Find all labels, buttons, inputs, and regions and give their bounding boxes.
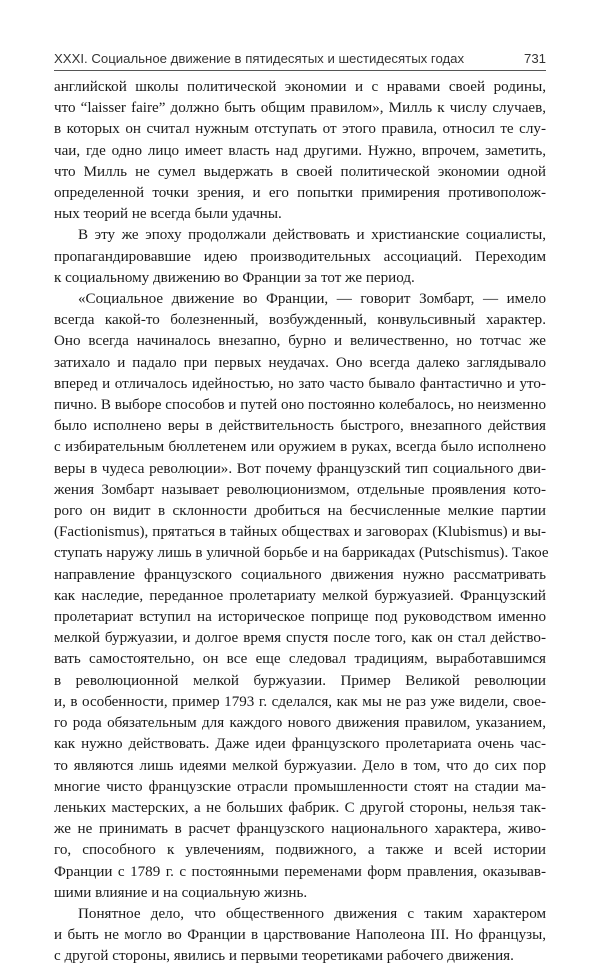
- text-line: то являются лишь идеями мелкой буржуазии. Дело в том, что до сих пор: [54, 757, 546, 774]
- text-line: затихало и падало при первых неудачах. Оно всегда далеко заглядывало: [54, 354, 546, 371]
- running-header: [54, 51, 546, 66]
- text-line: в которых он считал нужным отступать от этого правила, относил те слу-: [54, 121, 546, 138]
- text-line: «Социальное движение во Франции, — говорит Зомбарт, — имело: [78, 291, 546, 308]
- text-line: леньких мастерских, а не больших фабрик. С другой стороны, нельзя так-: [54, 799, 546, 816]
- text-line: вперед и отличалось идейностью, но зато часто бывало фантастично и уто-: [54, 375, 546, 392]
- text-line: пропагандировавшие идею производительных ассоциаций. Переходим: [54, 248, 546, 265]
- text-line: английской школы политической экономии и с нравами своей родины,: [54, 79, 546, 95]
- text-line: и, в особенности, пример 1793 г. сделался, как мы не раз уже видели, свое-: [54, 693, 546, 710]
- text-line: с другой стороны, явились и первыми теоретиками рабочего движения.: [54, 948, 514, 965]
- body-text: [54, 77, 549, 968]
- header-rule: [54, 70, 546, 71]
- text-line: как наследие, переданное пролетариату мелкой буржуазией. Французский: [54, 587, 546, 604]
- text-line: же не принимать в расчет французского национального характера, живо-: [54, 821, 546, 838]
- text-line: го, способного к увлечениям, подвижного, а также и всей истории: [54, 842, 546, 859]
- text-line: что “laisser faire” должно быть общим правилом», Милль к числу случаев,: [54, 100, 546, 117]
- text-line: ных теорий не всегда были удачны.: [54, 206, 282, 223]
- text-line: рого он видит в склонности дробиться на бесчисленные мелкие партии: [54, 503, 546, 520]
- text-line: В эту же эпоху продолжали действовать и христианские социалисты,: [78, 227, 546, 244]
- text-line: (Factionismus), прятаться в тайных обществах и заговорах (Klubismus) и вы-: [54, 524, 546, 541]
- paragraph: [54, 904, 546, 968]
- text-line: шими влияние и на социальную жизнь.: [54, 884, 308, 901]
- text-line: всегда какой-то болезненный, возбужденный, конвульсивный характер.: [54, 312, 546, 329]
- text-line: определенной точки зрения, и его попытки примирения противополож-: [54, 185, 546, 202]
- paragraph: [54, 289, 549, 904]
- text-line: Понятное дело, что общественного движения с таким характером: [78, 905, 546, 922]
- text-line: веры в чудеса революции». Вот почему французский тип социального дви-: [54, 460, 546, 477]
- text-line: Франции с 1789 г. с постоянными переменами форм правления, оказывав-: [54, 863, 546, 880]
- paragraph: [54, 77, 546, 225]
- chapter-title: XXXI. Социальное движение в пятидесятых и шестидесятых годах: [54, 51, 465, 66]
- text-line: к социальному движению во Франции за тот же период.: [54, 269, 415, 286]
- text-line: с избирательным бюллетенем или оружием в руках, всегда было исполнено: [54, 439, 546, 456]
- text-line: Оно всегда начиналось внезапно, бурно и величественно, но тотчас же: [54, 333, 546, 350]
- text-line: жения Зомбарт называет революционизмом, отдельные проявления кото-: [54, 481, 546, 498]
- text-line: в революционной мелкой буржуазии. Пример Великой революции: [54, 672, 546, 689]
- text-line: мелкой буржуазии, и долгое время спустя после того, как он стал действо-: [54, 630, 546, 647]
- text-line: пично. В выборе способов и путей оно постоянно колебалось, но неизменно: [54, 397, 546, 414]
- text-line: что Милль не сумел выдержать в своей политической экономии одной: [54, 163, 546, 180]
- text-line: го рода обязательным для каждого нового движения правилом, указанием,: [54, 715, 546, 732]
- text-line: вать самостоятельно, он все еще следовал традициям, выработавшимся: [54, 651, 546, 668]
- page-number: 731: [523, 51, 546, 66]
- text-line: было исполнено веры в действительность быстрого, внезапного действия: [54, 418, 546, 435]
- paragraph: [54, 225, 546, 289]
- text-line: как нужно действовать. Даже идеи французского пролетариата очень час-: [54, 736, 546, 753]
- text-line: чаи, где одно лицо имеет власть над другими. Нужно, впрочем, заметить,: [54, 142, 546, 159]
- text-line: ступать наружу лишь в уличной борьбе и на баррикадах (Putschismus). Такое: [54, 545, 549, 562]
- text-line: направление французского социального движения нужно рассматривать: [54, 566, 546, 583]
- text-line: пролетариат вступил на историческое поприще под руководством именно: [54, 609, 546, 626]
- text-line: многие чисто французские отрасли промышленности стоят на стадии ма-: [54, 778, 546, 795]
- text-line: и быть не могло во Франции в царствование Наполеона III. Но французы,: [54, 927, 546, 944]
